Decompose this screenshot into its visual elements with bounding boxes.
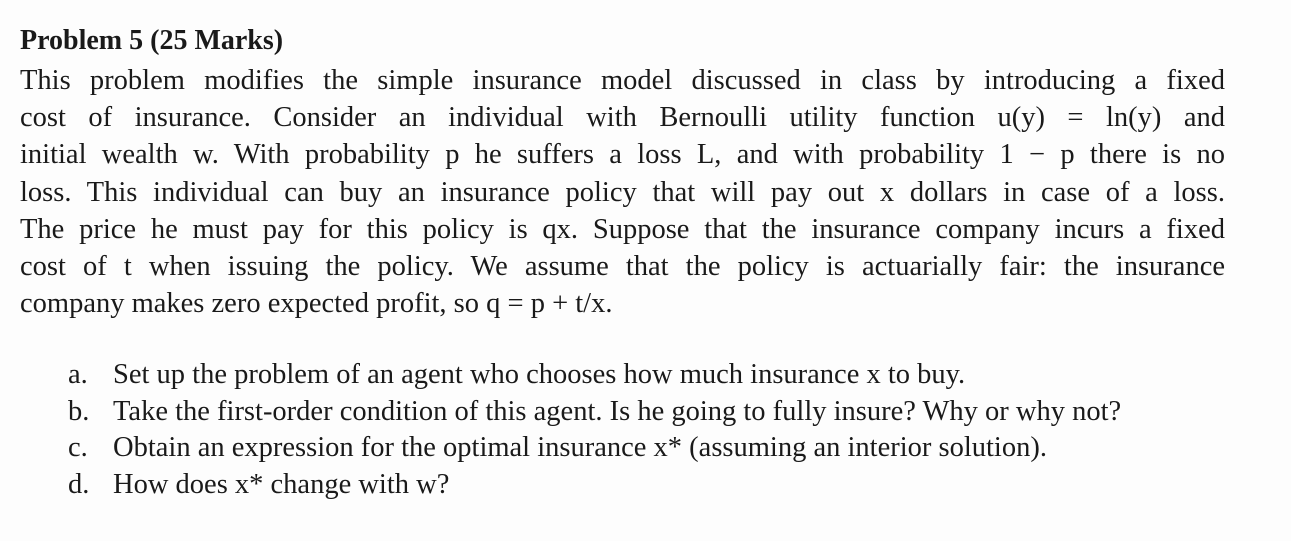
question-part-b: [68, 394, 1121, 431]
part-label: b.: [68, 395, 90, 427]
question-part-c: [68, 430, 1121, 467]
body-line: company makes zero expected profit, so q = p + t/x.: [20, 288, 613, 320]
body-line: This problem modifies the simple insurance model discussed in class by introducing a fixed: [20, 65, 1225, 96]
question-part-d: [68, 467, 1121, 504]
body-line: cost of t when issuing the policy. We assume that the policy is actuarially fair: the insurance: [20, 251, 1225, 283]
part-text: How does x* change with w?: [113, 468, 450, 500]
body-line: initial wealth w. With probability p he suffers a loss L, and with probability 1 − p there is no: [20, 139, 1225, 171]
problem-body: [20, 62, 1225, 322]
part-text: Set up the problem of an agent who chooses how much insurance x to buy.: [113, 359, 966, 390]
part-label: d.: [68, 468, 90, 500]
body-line: loss. This individual can buy an insurance policy that will pay out x dollars in case of a loss.: [20, 176, 1225, 208]
body-line: cost of insurance. Consider an individual with Bernoulli utility function u(y) = ln(y) and: [20, 102, 1225, 134]
body-line: The price he must pay for this policy is qx. Suppose that the insurance company incurs a fixed: [20, 213, 1225, 245]
part-label: a.: [68, 359, 88, 390]
part-text: Take the first-order condition of this agent. Is he going to fully insure? Why or why not?: [113, 395, 1122, 427]
problem-heading: Problem 5 (25 Marks): [20, 25, 284, 56]
question-part-a: [68, 357, 1121, 394]
part-label: c.: [68, 432, 88, 463]
question-parts-list: [68, 357, 1121, 503]
part-text: Obtain an expression for the optimal insurance x* (assuming an interior solution).: [113, 432, 1047, 463]
problem-statement: [20, 24, 1225, 322]
